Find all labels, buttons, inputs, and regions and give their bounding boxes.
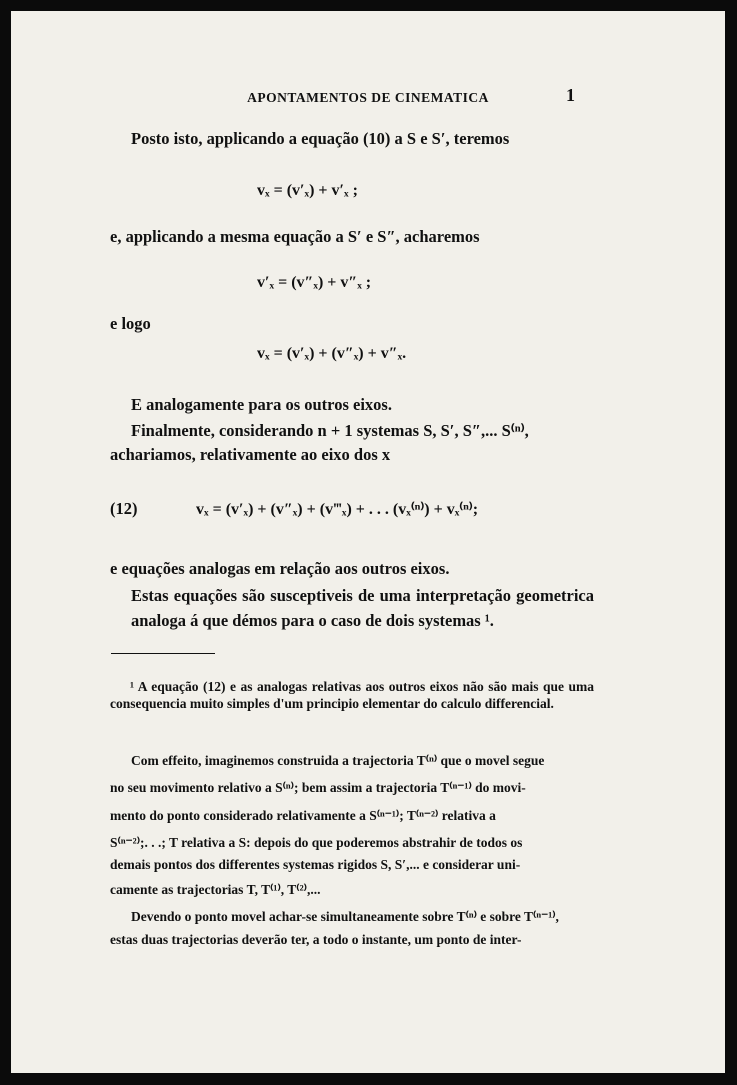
footnote-line: estas duas trajectorias deverão ter, a todo o instante, um ponto de inter- xyxy=(110,932,522,947)
equation-1: vₓ = (v′ₓ) + v′ₓ ; xyxy=(257,182,358,199)
page-number: 1 xyxy=(566,85,575,105)
paragraph-finalmente-line1: Finalmente, considerando n + 1 systemas S, S′, S″,... S⁽ⁿ⁾, xyxy=(131,421,529,440)
footnote-line: Com effeito, imaginemos construida a trajectoria T⁽ⁿ⁾ que o movel segue xyxy=(131,753,545,768)
footnote-line: Devendo o ponto movel achar-se simultaneamente sobre T⁽ⁿ⁾ e sobre T⁽ⁿ⁻¹⁾, xyxy=(131,909,559,924)
paragraph-e-logo: e logo xyxy=(110,314,151,333)
footnote-1: ¹ A equação (12) e as analogas relativas aos outros eixos não são mais que uma consequencia muito simples d'um principio elementar do calculo differencial. xyxy=(110,679,594,711)
footnote-line: S⁽ⁿ⁻²⁾;. . .; T relativa a S: depois do que poderemos abstrahir de todos os xyxy=(110,835,523,850)
paragraph-finalmente-line2: achariamos, relativamente ao eixo dos x xyxy=(110,445,391,464)
footnote-line: demais pontos dos differentes systemas rigidos S, S′,... e considerar uni- xyxy=(110,857,521,872)
equation-2: v′ₓ = (v″ₓ) + v″ₓ ; xyxy=(257,274,372,291)
book-page xyxy=(11,11,725,1073)
equation-12: vₓ = (v′ₓ) + (v″ₓ) + (v‴ₓ) + . . . (vₓ⁽ⁿ⁾) + vₓ⁽ⁿ⁾; xyxy=(196,501,479,518)
footnote-line: camente as trajectorias T, T⁽¹⁾, T⁽²⁾,... xyxy=(110,882,321,897)
equation-12-label: (12) xyxy=(110,499,138,518)
paragraph-posto-isto: Posto isto, applicando a equação (10) a S e S′, teremos xyxy=(131,129,510,148)
equation-3: vₓ = (v′ₓ) + (v″ₓ) + v″ₓ. xyxy=(257,345,407,362)
footnote-line: no seu movimento relativo a S⁽ⁿ⁾; bem assim a trajectoria T⁽ⁿ⁻¹⁾ do movi- xyxy=(110,780,526,795)
footnote-separator xyxy=(111,653,215,654)
paragraph-applicando: e, applicando a mesma equação a S′ e S″, acharemos xyxy=(110,227,480,246)
paragraph-equacoes-analogas: e equações analogas em relação aos outros eixos. xyxy=(110,559,450,578)
paragraph-analogamente: E analogamente para os outros eixos. xyxy=(131,395,392,414)
footnote-line: mento do ponto considerado relativamente a S⁽ⁿ⁻¹⁾; T⁽ⁿ⁻²⁾ relativa a xyxy=(110,808,496,823)
running-header: APONTAMENTOS DE CINEMATICA xyxy=(247,90,489,105)
paragraph-estas-equacoes: Estas equações são susceptiveis de uma interpretação geometrica analoga á que démos para o caso de dois systemas ¹. xyxy=(131,586,594,630)
